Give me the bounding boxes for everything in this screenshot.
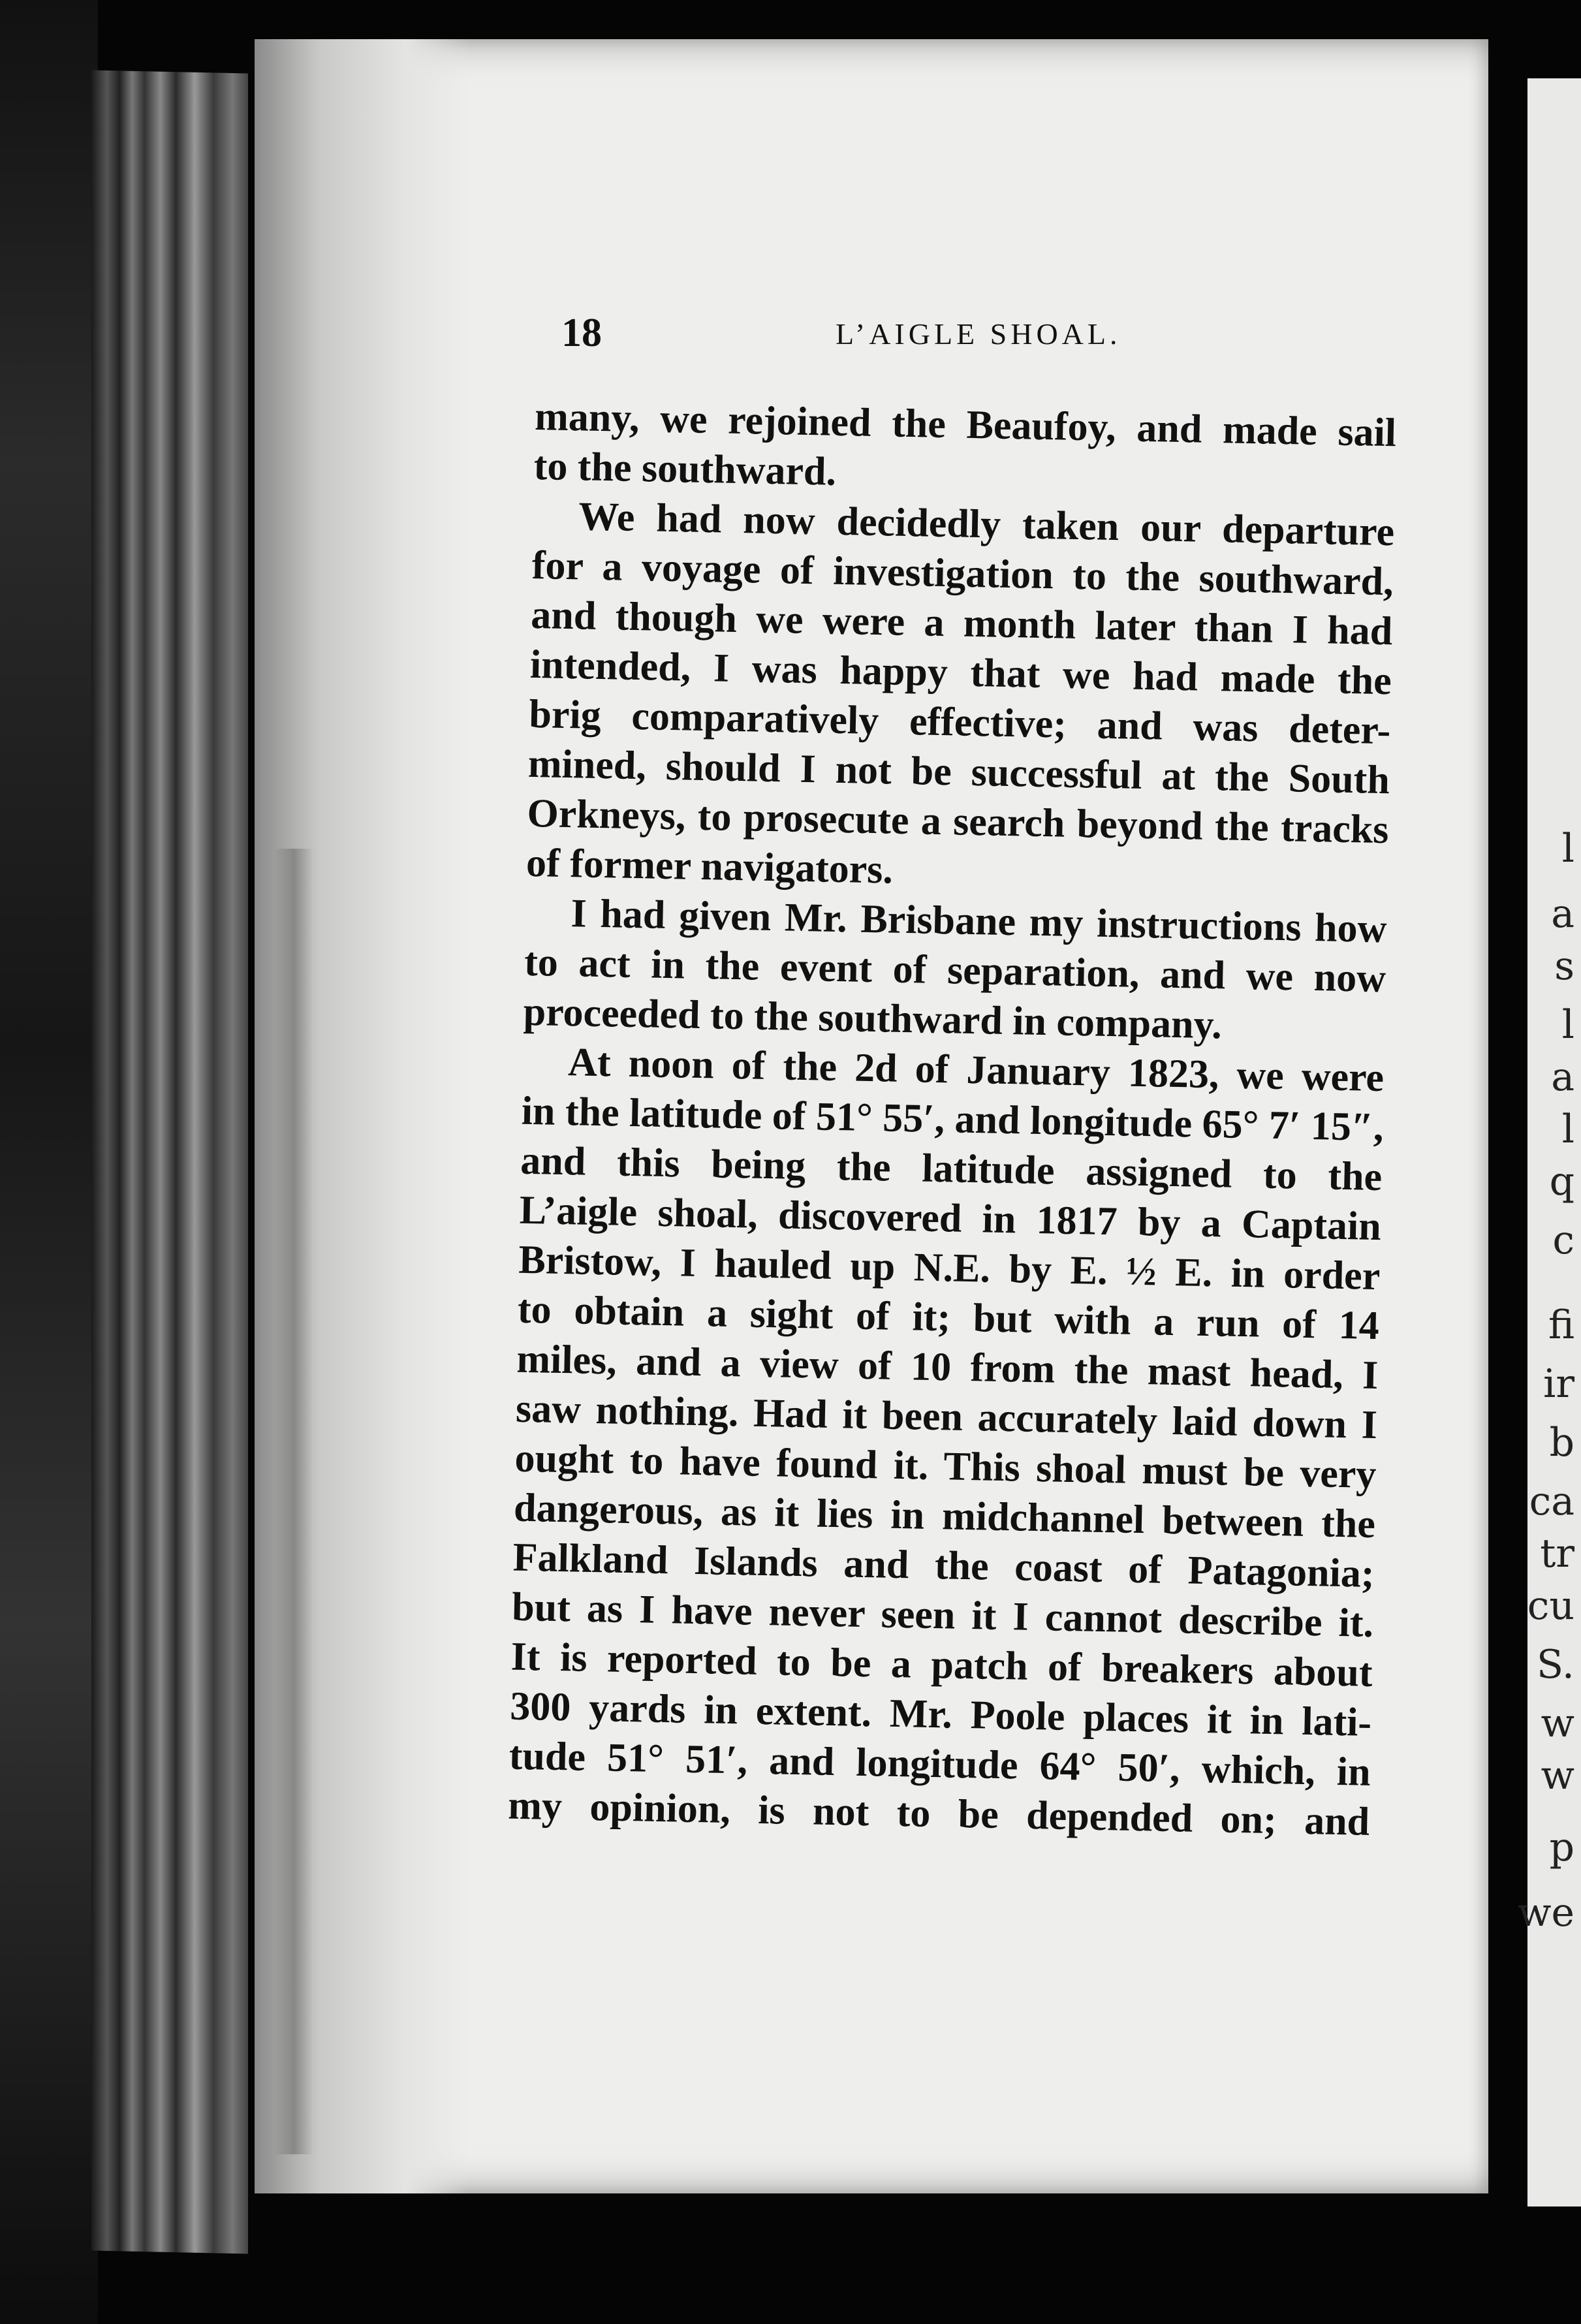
text-line: dangerous, as it lies in midchannel between the <box>513 1485 1376 1547</box>
adjacent-page-fragment: ir <box>1543 1361 1574 1407</box>
adjacent-page-fragment: l <box>1561 1107 1574 1152</box>
adjacent-page-fragment: fi <box>1548 1302 1574 1348</box>
text-line: to act in the event of separation, and we now <box>524 939 1386 1001</box>
adjacent-page-fragment: p <box>1549 1825 1574 1870</box>
text-line: and though we were a month later than I had <box>530 592 1393 654</box>
adjacent-page-fragment: ca <box>1529 1479 1574 1524</box>
text-line: miles, and a view of 10 from the mast head, I <box>516 1336 1379 1398</box>
water-stain <box>274 849 313 2154</box>
adjacent-page-fragment: q <box>1549 1159 1574 1204</box>
text-line: tude 51° 51′, and longitude 64° 50′, which, in <box>509 1733 1371 1795</box>
text-line: I had given Mr. Brisbane my instructions how <box>571 891 1388 952</box>
text-line: brig comparatively effective; and was deter- <box>528 691 1391 753</box>
adjacent-page-fragment: a <box>1551 891 1574 937</box>
adjacent-page-strip <box>1518 78 1581 2206</box>
adjacent-page-fragment: l <box>1561 826 1574 872</box>
text-line: It is reported to be a patch of breakers about <box>510 1634 1373 1695</box>
adjacent-page-fragment: w <box>1541 1753 1574 1798</box>
text-line: in the latitude of 51° 55′, and longitude 65° 7′ 15″, <box>521 1088 1385 1150</box>
text-line: of former navigators. <box>525 840 894 892</box>
adjacent-page-fragment: b <box>1549 1420 1574 1466</box>
text-line: but as I have never seen it I cannot describe it. <box>511 1584 1374 1646</box>
adjacent-page-fragment: we <box>1518 1890 1574 1936</box>
text-line: for a voyage of investigation to the southward, <box>531 542 1394 605</box>
adjacent-page-fragment: cu <box>1527 1583 1574 1629</box>
body-text <box>508 392 1397 1847</box>
text-line: Bristow, I hauled up N.E. by E. ½ E. in order <box>518 1237 1381 1299</box>
text-line: to the southward. <box>533 443 837 494</box>
text-line: my opinion, is not to be depended on; and <box>507 1783 1370 1844</box>
text-line: L’aigle shoal, discovered in 1817 by a Captain <box>519 1187 1382 1249</box>
text-line: to obtain a sight of it; but with a run of 14 <box>517 1287 1380 1349</box>
page-number: 18 <box>561 311 602 355</box>
text-line: At noon of the 2d of January 1823, we were <box>567 1040 1385 1101</box>
adjacent-page-fragment: S. <box>1536 1642 1574 1688</box>
text-line: many, we rejoined the Beaufoy, and made sail <box>534 394 1397 456</box>
text-line: intended, I was happy that we had made the <box>529 642 1392 704</box>
adjacent-page-fragment: l <box>1561 1002 1574 1048</box>
text-line: saw nothing. Had it been accurately laid down I <box>515 1386 1378 1448</box>
text-line: mined, should I not be successful at the South <box>527 741 1390 803</box>
book-edge-outer <box>0 0 98 2324</box>
text-line: Falkland Islands and the coast of Patagonia; <box>512 1535 1375 1597</box>
adjacent-page-fragment: w <box>1541 1701 1574 1746</box>
text-line: Orkneys, to prosecute a search beyond the tracks <box>526 791 1390 853</box>
text-line: proceeded to the southward in company. <box>523 989 1223 1048</box>
text-line: We had now decidedly taken our departure <box>578 494 1395 555</box>
page-edges-left <box>91 70 248 2253</box>
adjacent-page-fragment: tr <box>1540 1531 1574 1577</box>
adjacent-page-fragment: c <box>1552 1217 1574 1263</box>
text-line: ought to have found it. This shoal must be very <box>514 1436 1377 1498</box>
adjacent-page-fragment: s <box>1554 943 1574 989</box>
running-title: L’AIGLE SHOAL. <box>836 317 1121 351</box>
adjacent-page-fragment: a <box>1551 1054 1574 1100</box>
text-line: and this being the latitude assigned to the <box>520 1138 1383 1200</box>
text-line: 300 yards in extent. Mr. Poole places it in lati- <box>509 1684 1372 1745</box>
